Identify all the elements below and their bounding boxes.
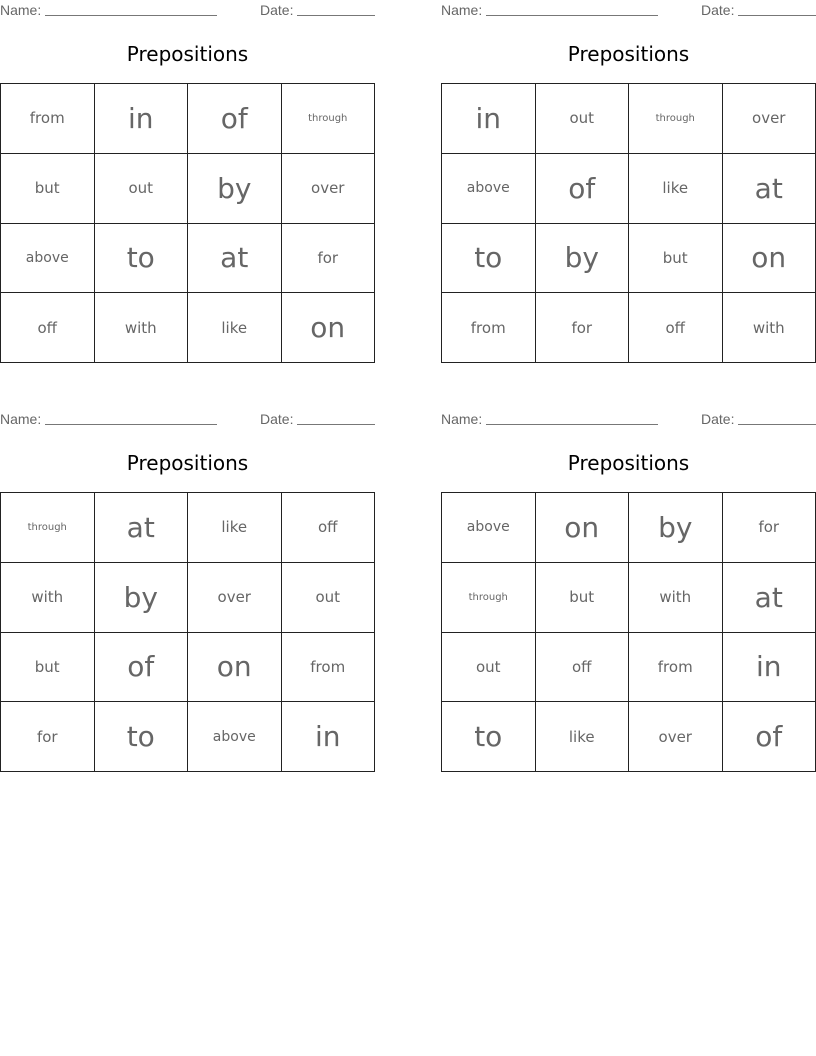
date-label: Date: (260, 2, 294, 18)
date-label: Date: (701, 2, 735, 18)
name-date-header (0, 2, 375, 20)
bingo-cell[interactable]: from (442, 293, 536, 363)
bingo-cell[interactable]: but (536, 563, 630, 633)
bingo-cell[interactable]: at (95, 493, 189, 563)
bingo-cell[interactable]: of (188, 84, 282, 154)
bingo-cell[interactable]: with (1, 563, 95, 633)
bingo-cell[interactable]: to (95, 224, 189, 294)
card-title: Prepositions (126, 451, 249, 475)
bingo-cell[interactable]: to (95, 702, 189, 772)
name-date-header (441, 2, 816, 20)
card-title: Prepositions (567, 451, 690, 475)
bingo-cell[interactable]: in (282, 702, 376, 772)
bingo-cell[interactable]: at (723, 563, 816, 633)
name-date-header (0, 411, 375, 429)
bingo-cell[interactable]: to (442, 702, 536, 772)
bingo-cell[interactable]: from (282, 633, 376, 703)
date-blank-line[interactable] (738, 424, 816, 425)
bingo-card (441, 409, 816, 781)
card-title: Prepositions (567, 42, 690, 66)
bingo-cell[interactable]: of (536, 154, 630, 224)
bingo-grid (0, 492, 375, 772)
bingo-cell[interactable]: off (629, 293, 723, 363)
bingo-cell[interactable]: out (282, 563, 376, 633)
bingo-cell[interactable]: to (442, 224, 536, 294)
bingo-cell[interactable]: through (1, 493, 95, 563)
bingo-cell[interactable]: above (442, 493, 536, 563)
bingo-cell[interactable]: through (442, 563, 536, 633)
name-label: Name: (441, 2, 483, 18)
name-label: Name: (0, 411, 42, 427)
name-blank-line[interactable] (486, 424, 658, 425)
bingo-cell[interactable]: on (723, 224, 816, 294)
name-label: Name: (441, 411, 483, 427)
bingo-cell[interactable]: in (723, 633, 816, 703)
bingo-cell[interactable]: at (188, 224, 282, 294)
bingo-cell[interactable]: off (282, 493, 376, 563)
bingo-card (0, 409, 375, 781)
bingo-cell[interactable]: over (188, 563, 282, 633)
bingo-cell[interactable]: on (188, 633, 282, 703)
bingo-cell[interactable]: through (629, 84, 723, 154)
bingo-grid (0, 83, 375, 363)
bingo-card (0, 0, 375, 372)
date-blank-line[interactable] (297, 15, 375, 16)
bingo-cell[interactable]: by (536, 224, 630, 294)
bingo-cell[interactable]: from (629, 633, 723, 703)
bingo-cell[interactable]: with (95, 293, 189, 363)
bingo-cell[interactable]: with (629, 563, 723, 633)
bingo-cell[interactable]: off (1, 293, 95, 363)
bingo-cell[interactable]: at (723, 154, 816, 224)
bingo-cell[interactable]: for (1, 702, 95, 772)
bingo-cell[interactable]: above (442, 154, 536, 224)
bingo-cell[interactable]: through (282, 84, 376, 154)
bingo-cell[interactable]: for (282, 224, 376, 294)
bingo-grid (441, 492, 816, 772)
bingo-cell[interactable]: over (629, 702, 723, 772)
bingo-cell[interactable]: above (188, 702, 282, 772)
bingo-cell[interactable]: but (1, 154, 95, 224)
bingo-cell[interactable]: by (188, 154, 282, 224)
bingo-cell[interactable]: for (536, 293, 630, 363)
name-blank-line[interactable] (486, 15, 658, 16)
card-title: Prepositions (126, 42, 249, 66)
bingo-cell[interactable]: for (723, 493, 816, 563)
bingo-cell[interactable]: but (629, 224, 723, 294)
name-label: Name: (0, 2, 42, 18)
bingo-cell[interactable]: of (95, 633, 189, 703)
bingo-cell[interactable]: out (95, 154, 189, 224)
date-blank-line[interactable] (738, 15, 816, 16)
bingo-grid (441, 83, 816, 363)
bingo-cell[interactable]: like (629, 154, 723, 224)
date-label: Date: (260, 411, 294, 427)
bingo-cell[interactable]: on (282, 293, 376, 363)
bingo-cell[interactable]: in (442, 84, 536, 154)
bingo-cell[interactable]: like (188, 493, 282, 563)
bingo-cell[interactable]: like (188, 293, 282, 363)
bingo-cell[interactable]: on (536, 493, 630, 563)
bingo-cell[interactable]: out (536, 84, 630, 154)
bingo-cell[interactable]: with (723, 293, 816, 363)
name-blank-line[interactable] (45, 15, 217, 16)
date-label: Date: (701, 411, 735, 427)
bingo-cell[interactable]: over (282, 154, 376, 224)
bingo-cell[interactable]: out (442, 633, 536, 703)
bingo-cell[interactable]: off (536, 633, 630, 703)
bingo-cell[interactable]: in (95, 84, 189, 154)
date-blank-line[interactable] (297, 424, 375, 425)
bingo-cell[interactable]: like (536, 702, 630, 772)
bingo-cell[interactable]: by (95, 563, 189, 633)
bingo-cell[interactable]: from (1, 84, 95, 154)
bingo-card (441, 0, 816, 372)
bingo-cell[interactable]: by (629, 493, 723, 563)
bingo-cell[interactable]: but (1, 633, 95, 703)
name-blank-line[interactable] (45, 424, 217, 425)
bingo-cell[interactable]: above (1, 224, 95, 294)
bingo-cell[interactable]: over (723, 84, 816, 154)
name-date-header (441, 411, 816, 429)
bingo-cell[interactable]: of (723, 702, 816, 772)
